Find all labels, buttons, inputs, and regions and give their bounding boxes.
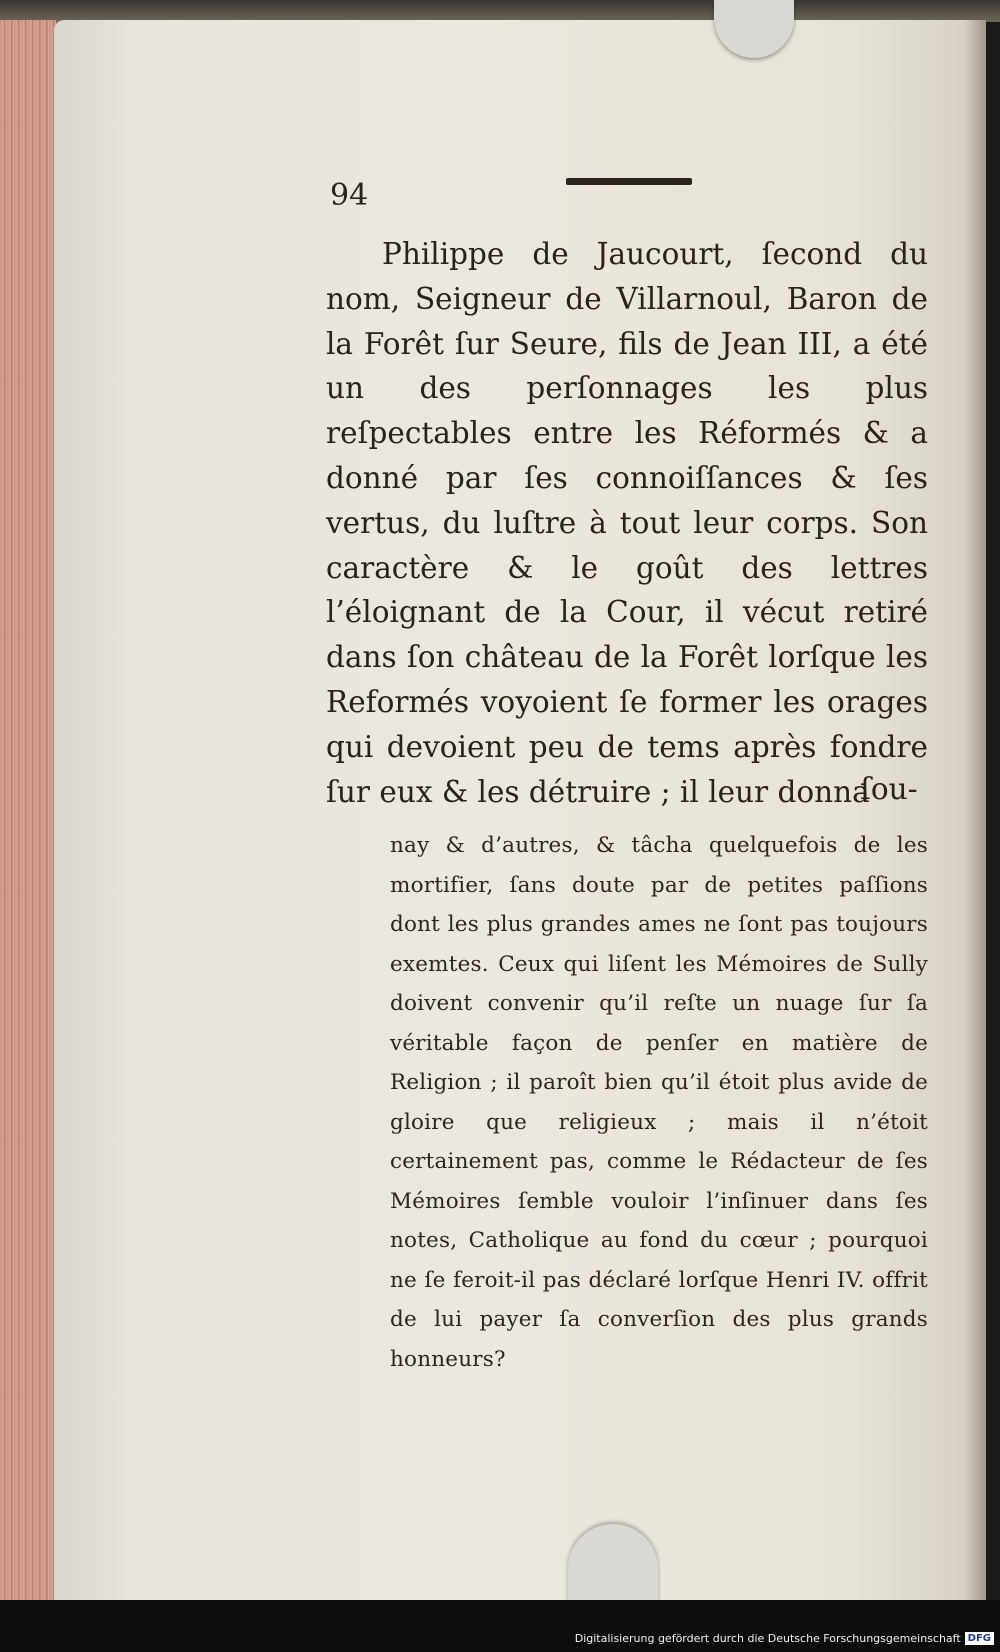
footnote-block	[390, 826, 928, 1379]
page-number: 94	[330, 178, 369, 213]
digitization-credit	[575, 1632, 994, 1645]
gutter-shadow	[964, 20, 986, 1600]
credit-text: Digitalisierung gefördert durch die Deutsche Forschungsgemeinschaft	[574, 1632, 961, 1645]
catchword: ſou-	[860, 772, 918, 806]
main-paragraph: Philippe de Jaucourt, ſecond du nom, Seigneur de Villarnoul, Baron de la Forêt ſur Seure, fils de Jean III, a été un des perſonnages les plus reſpectables entre les Réformés & a donné par ſes connoiſſances & ſes vertus, du luſtre à tout leur corps. Son caractère & le goût des lettres l’éloignant de la Cour, il vécut retiré dans ſon château de la Forêt lorſque les Reformés voyoient ſe former les orages qui devoient peu de tems après fondre ſur eux & les détruire ; il leur donna	[326, 237, 928, 809]
header-ornament-rule	[566, 178, 692, 185]
main-text-block	[326, 232, 928, 814]
scan-background-top	[0, 0, 1000, 22]
dfg-logo-icon: DFG	[965, 1632, 994, 1645]
footnote-paragraph: nay & d’autres, & tâcha quelquefois de les mortifier, ſans doute par de petites paſſions dont les plus grandes ames ne ſont pas toujours exemtes. Ceux qui liſent les Mémoires de Sully doivent convenir qu’il reſte un nuage ſur ſa véritable façon de penſer en matière de Religion ; il paroît bien qu’il étoit plus avide de gloire que religieux ; mais il n’étoit certainement pas, comme le Rédacteur de ſes Mémoires ſemble vouloir l’inſinuer dans ſes notes, Catholique au fond du cœur ; pourquoi ne ſe feroit-il pas déclaré lorſque Henri IV. offrit de lui payer ſa converſion des plus grands honneurs?	[390, 833, 928, 1372]
page-block-edge	[0, 20, 58, 1600]
